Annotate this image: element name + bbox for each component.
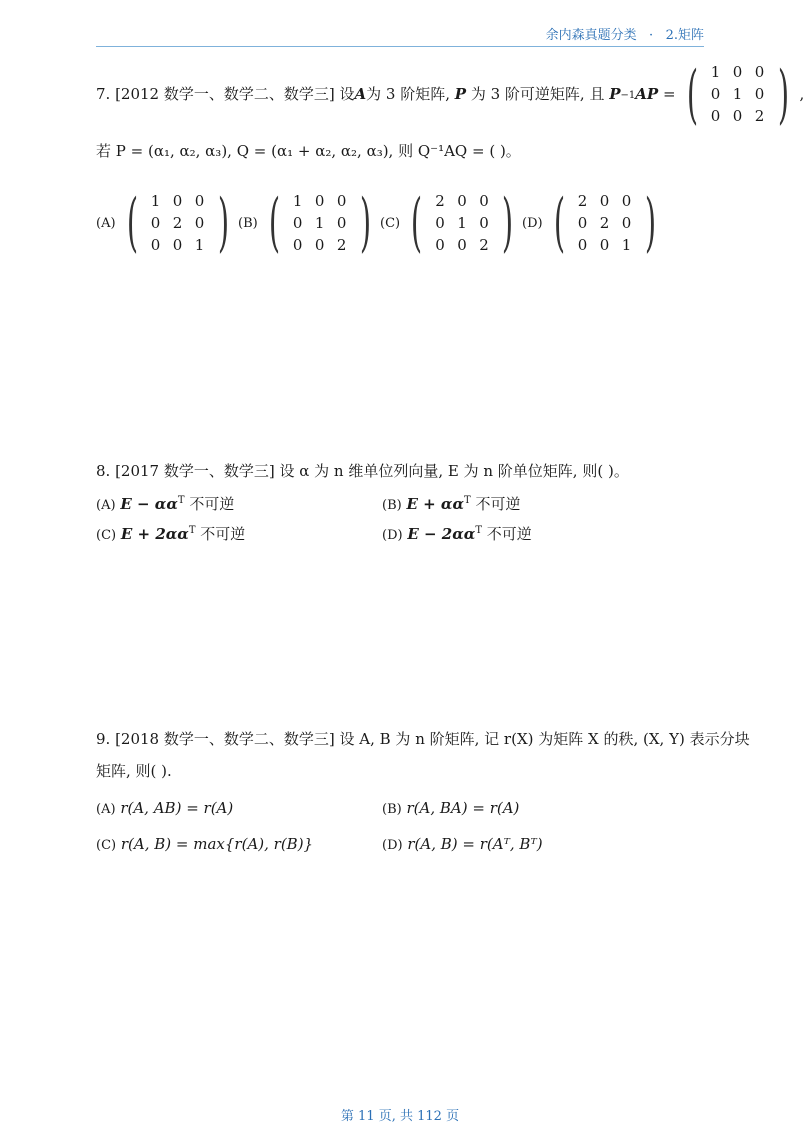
matrix-cell: 0 [479,214,489,232]
q7-ap: AP [635,85,659,104]
matrix-cell: 0 [710,107,721,126]
q7-matrix-a: A [354,85,367,104]
q8-option-c[interactable] [96,523,382,544]
q9-option-a[interactable] [96,799,382,817]
q7-option-a[interactable]: (A) ( 1 0 0 0 2 0 0 0 1 ) [96,186,229,260]
matrix-cell: 1 [732,85,743,104]
page-footer: 第 11 页, 共 112 页 [340,1109,460,1124]
q7-stem-prefix: 7. [2012 数学一、数学二、数学三] 设 [96,85,355,104]
matrix-cell: 0 [150,214,161,232]
q7-option-a-label: (A) [96,215,116,231]
q7-option-b-matrix [287,190,353,256]
question-8 [96,462,706,482]
matrix-cell: 0 [599,236,610,254]
q7-inverse: −1 [620,89,636,101]
matrix-cell: 2 [336,236,347,254]
header-separator: · [649,28,654,43]
matrix-cell: 0 [754,63,765,82]
matrix-cell: 1 [194,236,205,254]
matrix-cell: 0 [710,85,721,104]
question-7 [96,58,804,162]
q8-option-c-tail: 不可逆 [195,524,246,543]
q8-option-c-label: (C) [96,527,117,543]
matrix-cell: 0 [172,236,183,254]
q7-options [96,186,716,260]
q7-comma: , [799,85,804,104]
q9-option-d[interactable] [382,835,668,853]
q8-option-b-tail: 不可逆 [470,494,521,513]
matrix-cell: 1 [314,214,325,232]
matrix-cell: 0 [435,236,445,254]
q8-option-b-label: (B) [382,497,402,513]
matrix-cell: 1 [457,214,467,232]
q7-option-c[interactable]: (C) ( 2 0 0 0 1 0 0 0 2 ) [380,186,514,260]
q7-line-1 [96,58,804,132]
q9-option-b[interactable] [382,799,668,817]
q9-option-c-expr: r(A, B) = max{r(A), r(B)} [120,835,314,853]
matrix-cell: 0 [621,214,632,232]
matrix-cell: 0 [150,236,161,254]
q9-option-c[interactable] [96,835,382,853]
matrix-cell: 2 [754,107,765,126]
matrix-cell: 0 [292,214,303,232]
q7-option-d[interactable]: (D) ( 2 0 0 0 2 0 0 0 1 ) [522,186,656,260]
q8-option-a-expr: E − αα [120,494,178,513]
q8-option-a-sup: T [177,494,185,506]
matrix-cell: 2 [479,236,489,254]
page-header [96,24,704,47]
matrix-cell: 0 [457,236,467,254]
matrix-cell: 0 [172,192,183,210]
matrix-cell: 1 [150,192,161,210]
q8-option-c-expr: E + 2αα [120,524,189,543]
q9-option-a-label: (A) [96,802,116,817]
matrix-cell: 0 [194,214,205,232]
q8-options [96,488,676,548]
matrix-cell: 0 [457,192,467,210]
header-title: 余内森真题分类 [545,28,637,43]
q7-option-c-matrix [429,190,495,256]
q7-matrix-p: P [454,85,467,104]
matrix-cell: 0 [577,236,588,254]
q7-option-b[interactable]: (B) ( 1 0 0 0 1 0 0 0 2 ) [238,186,371,260]
q7-mid-1: 为 3 阶矩阵, [366,85,450,104]
q9-stem-2: 矩阵, 则( ). [96,761,172,780]
q7-option-b-label: (B) [238,215,258,231]
matrix-cell: 1 [292,192,303,210]
q8-option-d-tail: 不可逆 [482,524,532,543]
matrix-cell: 0 [599,192,610,210]
matrix-cell: 2 [172,214,183,232]
q9-option-d-expr: r(A, B) = r(Aᵀ, Bᵀ) [407,835,543,853]
matrix-cell: 0 [621,192,632,210]
q8-option-d-label: (D) [382,527,403,543]
q8-option-c-sup: T [188,524,196,536]
q8-option-a-tail: 不可逆 [184,494,235,513]
q9-option-c-label: (C) [96,838,117,853]
q8-option-d[interactable] [382,523,668,544]
q7-given-matrix-grid [705,62,771,128]
matrix-cell: 0 [292,236,303,254]
q7-lhs-p: P [609,85,621,104]
q7-equals: = [662,85,676,104]
matrix-cell: 0 [732,63,743,82]
q7-option-c-label: (C) [380,215,401,231]
q7-mid-2: 为 3 阶可逆矩阵, 且 [470,85,605,104]
matrix-cell: 0 [194,192,205,210]
q8-stem: 8. [2017 数学一、数学三] 设 α 为 n 维单位列向量, E 为 n 阶单位矩阵, 则( )。 [96,462,629,480]
matrix-cell: 1 [621,236,632,254]
matrix-cell: 0 [336,192,347,210]
question-9 [96,730,750,781]
q8-option-b-sup: T [464,494,471,506]
matrix-cell: 0 [577,214,588,232]
q7-option-a-matrix [145,190,211,256]
q7-option-d-label: (D) [522,215,543,231]
q7-option-d-matrix [572,190,638,256]
matrix-cell: 0 [732,107,743,126]
matrix-cell: 0 [314,236,325,254]
matrix-cell: 1 [710,63,721,82]
q8-option-a[interactable] [96,493,382,514]
q9-option-b-label: (B) [382,802,402,817]
matrix-cell: 0 [479,192,489,210]
header-chapter: 2.矩阵 [665,28,704,43]
matrix-cell: 2 [577,192,588,210]
q9-options [96,790,676,862]
q8-option-d-expr: E − 2αα [407,524,476,543]
q7-given-matrix: ( 1 0 0 0 1 0 0 0 2 ) [686,58,789,132]
q9-option-d-label: (D) [382,838,403,853]
matrix-cell: 0 [754,85,765,104]
matrix-cell: 0 [336,214,347,232]
q9-option-a-expr: r(A, AB) = r(A) [120,799,234,817]
matrix-cell: 0 [435,214,445,232]
q9-option-b-expr: r(A, BA) = r(A) [406,799,520,817]
matrix-cell: 0 [314,192,325,210]
q8-option-b-expr: E + αα [406,494,465,513]
q9-stem: 9. [2018 数学一、数学二、数学三] 设 A, B 为 n 阶矩阵, 记 r(X) 为矩阵 X 的秩, (X, Y) 表示分块 [96,730,750,748]
q8-option-a-label: (A) [96,497,116,513]
q8-option-d-sup: T [475,524,482,536]
matrix-cell: 2 [435,192,445,210]
matrix-cell: 2 [599,214,610,232]
q8-option-b[interactable] [382,493,668,514]
q7-line-2: 若 P = (α₁, α₂, α₃), Q = (α₁ + α₂, α₂, α₃), 则 Q⁻¹AQ = ( )。 [96,142,521,160]
